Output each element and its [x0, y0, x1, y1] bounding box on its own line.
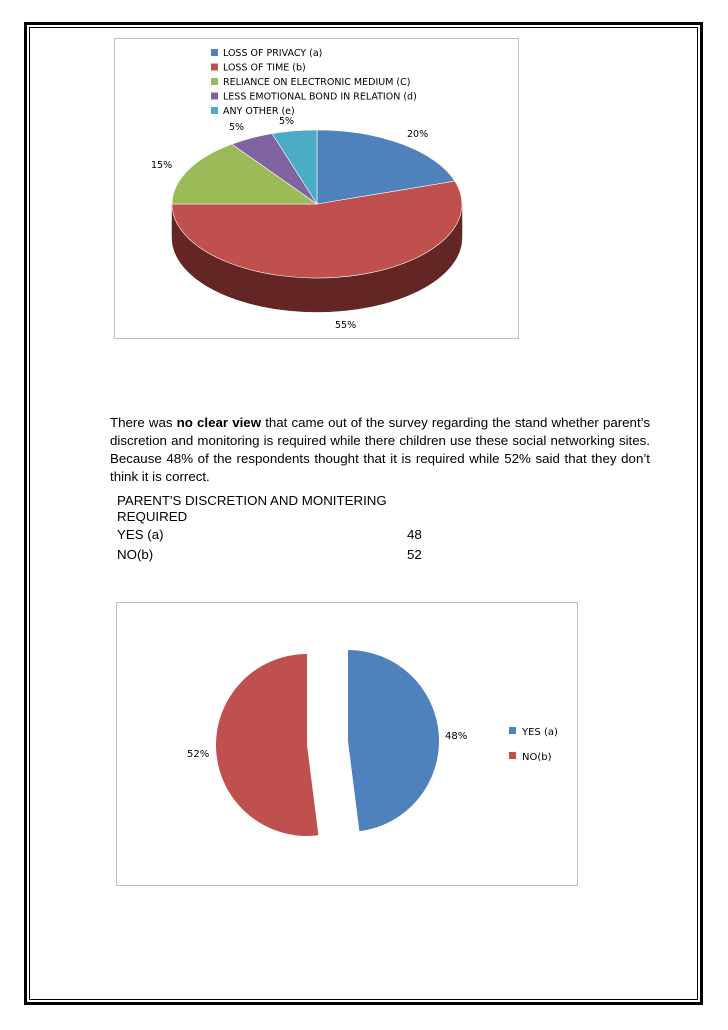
paragraph-body: that came out of the survey regarding the stand whether parent’s discretion and monitoring is required while there children use these social networking sites. Because 48% of the respondents thought that it is required while 52% said that they don’t think it is correct. [110, 415, 651, 484]
slice-no-b [216, 654, 318, 836]
row-label: NO(b) [117, 547, 154, 562]
discretion-pie-chart [116, 602, 578, 886]
legend-label-yes-a: YES (a) [522, 727, 558, 738]
data-label-no-b: 52% [187, 749, 210, 760]
legend-label-no-b: NO(b) [522, 752, 552, 763]
paragraph-intro: There was [110, 415, 177, 430]
row-value: 48 [407, 527, 422, 542]
data-label-loss-of-privacy-a: 20% [407, 129, 429, 140]
legend-label-loss-of-time-b: LOSS OF TIME (b) [223, 62, 306, 74]
table-header: PARENT'S DISCRETION AND MONITERING REQUIRED [117, 493, 387, 524]
data-label-less-emotional-bond-in-relation-d: 5% [229, 122, 245, 133]
table-row [117, 527, 437, 547]
legend-swatch-any-other-e [211, 107, 218, 114]
row-label: YES (a) [117, 527, 164, 542]
legend-swatch-loss-of-time-b [211, 64, 218, 71]
paragraph-emphasis: no clear view [176, 415, 262, 430]
data-label-reliance-on-electronic-medium-c: 15% [151, 160, 173, 171]
legend-swatch-yes-a [509, 727, 516, 734]
legend-label-less-emotional-bond-in-relation-d: LESS EMOTIONAL BOND IN RELATION (d) [223, 91, 417, 103]
data-label-any-other-e: 5% [279, 116, 295, 127]
data-label-loss-of-time-b: 55% [335, 320, 357, 331]
table-row [117, 547, 437, 567]
survey-paragraph [110, 414, 650, 486]
data-label-yes-a: 48% [445, 731, 468, 742]
legend-label-any-other-e: ANY OTHER (e) [223, 106, 295, 117]
chart2-slices [216, 650, 439, 836]
legend-label-reliance-on-electronic-medium-c: RELIANCE ON ELECTRONIC MEDIUM (C) [223, 77, 411, 88]
legend-swatch-loss-of-privacy-a [211, 49, 218, 56]
chart2-legend [509, 727, 558, 763]
legend-swatch-no-b [509, 752, 516, 759]
chart1-slices [172, 130, 462, 312]
slice-yes-a [348, 650, 439, 831]
legend-swatch-reliance-on-electronic-medium-c [211, 78, 218, 85]
reasons-pie-chart [114, 38, 519, 339]
legend-swatch-less-emotional-bond-in-relation-d [211, 93, 218, 100]
chart1-legend [211, 48, 417, 117]
discretion-table [117, 493, 437, 567]
legend-label-loss-of-privacy-a: LOSS OF PRIVACY (a) [223, 48, 323, 59]
row-value: 52 [407, 547, 422, 562]
